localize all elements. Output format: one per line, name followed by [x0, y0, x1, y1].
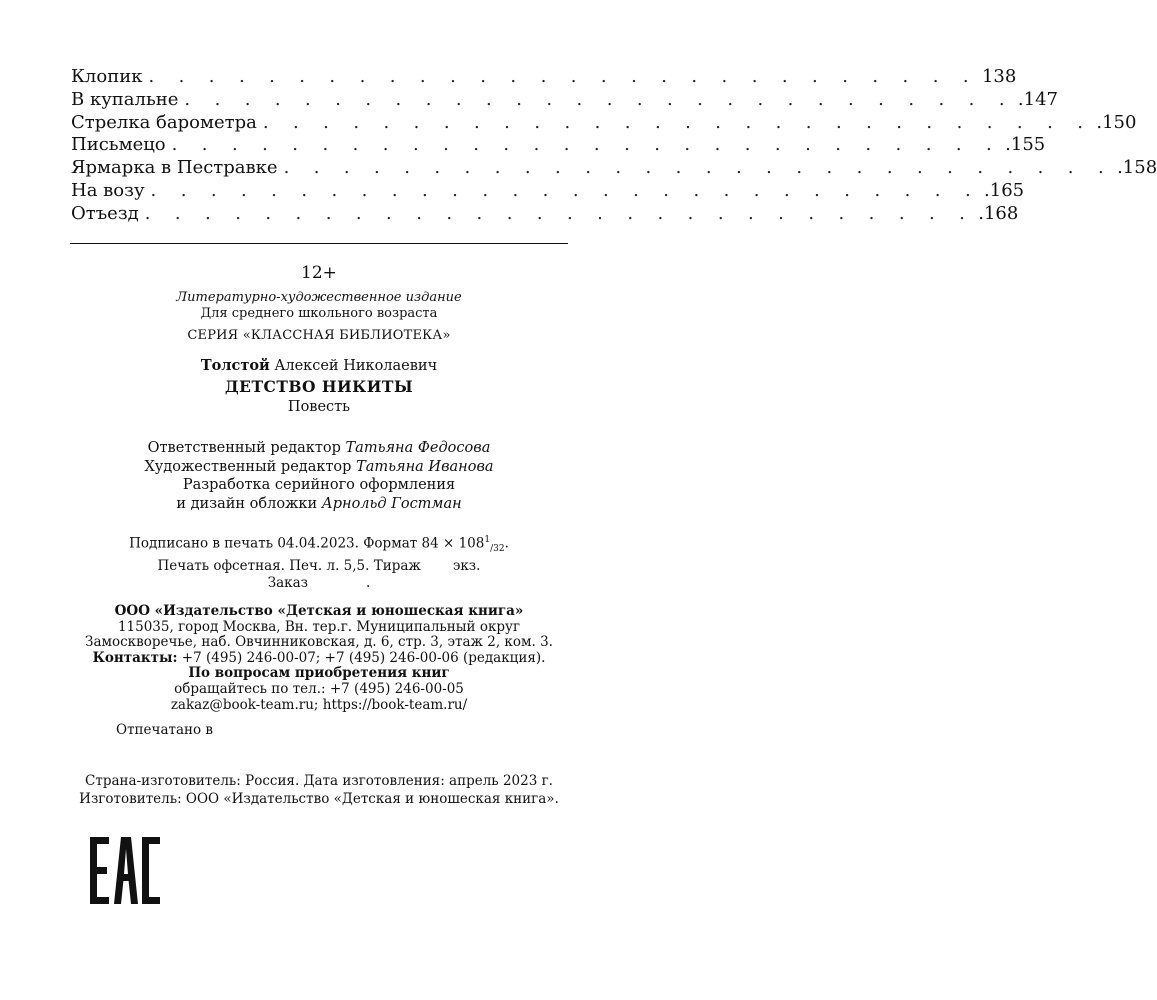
- origin-block: [70, 772, 568, 808]
- toc-leader-dots: . . . . . . . . . . . . . . . . . . . . . . . . . . . .: [171, 134, 1002, 156]
- toc-entry-page: .165: [984, 179, 1025, 201]
- editor-role: Художественный редактор: [144, 458, 352, 475]
- toc-entry-title: Отъезд: [71, 202, 139, 224]
- contacts-label: Контакты:: [92, 649, 178, 666]
- toc-entry-page: .155: [1005, 134, 1046, 156]
- toc-entry-page: .150: [1096, 111, 1137, 133]
- author-given-names: Алексей Николаевич: [274, 358, 438, 374]
- editor-line: [70, 439, 568, 458]
- toc-entry-page: .158: [1117, 157, 1157, 179]
- editor-name: Татьяна Федосова: [345, 440, 491, 456]
- toc-leader-dots: . . . . . . . . . . . . . . . . . . . . . . . . . . . .: [150, 179, 981, 201]
- editor-name: Татьяна Иванова: [356, 458, 494, 475]
- signed-end: .: [504, 535, 509, 552]
- purchase-phone: обращайтесь по тел.: +7 (495) 246-00-05: [174, 680, 464, 697]
- toc-entry-title: На возу: [71, 179, 145, 201]
- table-of-contents: [71, 66, 1157, 226]
- toc-entry-page: 138: [981, 66, 1017, 87]
- editor-line: [70, 458, 568, 477]
- toc-entry-page: .147: [1017, 88, 1058, 110]
- editors-block: [70, 439, 568, 513]
- editor-line: [70, 476, 568, 495]
- book-title: ДЕТСТВО НИКИТЫ: [224, 377, 414, 396]
- toc-entry-page: .168: [978, 202, 1019, 224]
- printing-details: [70, 532, 568, 592]
- toc-leader-dots: . . . . . . . . . . . . . . . . . . . . . . . . . . . .: [184, 88, 1014, 110]
- editor-role: и дизайн обложки: [176, 495, 318, 512]
- order-end: .: [366, 575, 371, 592]
- publisher-address-1: 115035, город Москва, Вн. тер.г. Муниципальный округ: [117, 618, 521, 635]
- toc-entry: [71, 88, 1058, 112]
- toc-entry: [71, 66, 1017, 89]
- toc-entry-title: В купальне: [71, 88, 179, 110]
- order-label: Заказ: [267, 575, 308, 592]
- age-rating: 12+: [301, 263, 337, 283]
- audience-line: Для среднего школьного возраста: [200, 306, 438, 321]
- toc-entry-title: Письмецо: [71, 134, 166, 156]
- author-line: [70, 357, 568, 374]
- editor-role: Разработка серийного оформления: [182, 477, 456, 493]
- toc-entry-title: Стрелка барометра: [71, 111, 257, 133]
- editor-name: Арнольд Гостман: [321, 495, 462, 512]
- signed-text: Подписано в печать 04.04.2023. Формат 84 × 108: [129, 535, 485, 552]
- book-subtitle: Повесть: [287, 399, 351, 415]
- toc-entry: [71, 202, 1019, 226]
- toc-entry-title: Клопик: [71, 66, 143, 87]
- country-of-manufacture: Страна-изготовитель: Россия. Дата изготовления: апрель 2023 г.: [85, 773, 553, 789]
- signed-line: [70, 532, 568, 558]
- editor-role: Ответственный редактор: [147, 440, 341, 456]
- toc-leader-dots: . . . . . . . . . . . . . . . . . . . . . . . . . . . .: [148, 66, 978, 87]
- format-subscript: /32: [490, 544, 505, 555]
- genre-line: Литературно-художественное издание: [176, 290, 462, 305]
- toc-leader-dots: . . . . . . . . . . . . . . . . . . . . . . . . . . . .: [144, 202, 975, 224]
- editor-line: [70, 495, 568, 514]
- horizontal-divider: [70, 243, 568, 244]
- format-superscript: 1: [484, 535, 491, 545]
- order-line: [70, 575, 568, 592]
- toc-leader-dots: . . . . . . . . . . . . . . . . . . . . . . . . . . . .: [283, 157, 1114, 179]
- purchase-questions: По вопросам приобретения книг: [188, 665, 450, 682]
- eac-mark-icon: [90, 837, 160, 904]
- contacts-phones: +7 (495) 246-00-07; +7 (495) 246-00-06 (редакция).: [181, 649, 546, 666]
- toc-entry: [71, 179, 1025, 203]
- print-run-line: [70, 558, 568, 575]
- manufacturer: Изготовитель: ООО «Издательство «Детская и юношеская книга».: [79, 791, 559, 807]
- series-line: СЕРИЯ «КЛАССНАЯ БИБЛИОТЕКА»: [187, 328, 451, 343]
- publisher-name: ООО «Издательство «Детская и юношеская книга»: [114, 603, 524, 619]
- print-run-unit: экз.: [452, 558, 481, 575]
- publisher-block: [70, 604, 568, 713]
- toc-entry-title: Ярмарка в Пестравке: [71, 157, 278, 179]
- author-surname: Толстой: [200, 357, 270, 374]
- toc-entry: [71, 157, 1157, 180]
- publisher-web: zakaz@book-team.ru; https://book-team.ru/: [170, 696, 468, 713]
- toc-leader-dots: . . . . . . . . . . . . . . . . . . . . . . . . . . . .: [262, 111, 1093, 133]
- toc-entry: [71, 111, 1137, 135]
- publisher-contacts: [70, 651, 568, 667]
- publisher-address-2: Замоскворечье, наб. Овчинниковская, д. 6, стр. 3, этаж 2, ком. 3.: [85, 634, 553, 651]
- toc-entry: [71, 134, 1046, 157]
- print-run-text: Печать офсетная. Печ. л. 5,5. Тираж: [157, 558, 421, 575]
- printed-in-line: Отпечатано в: [116, 722, 214, 738]
